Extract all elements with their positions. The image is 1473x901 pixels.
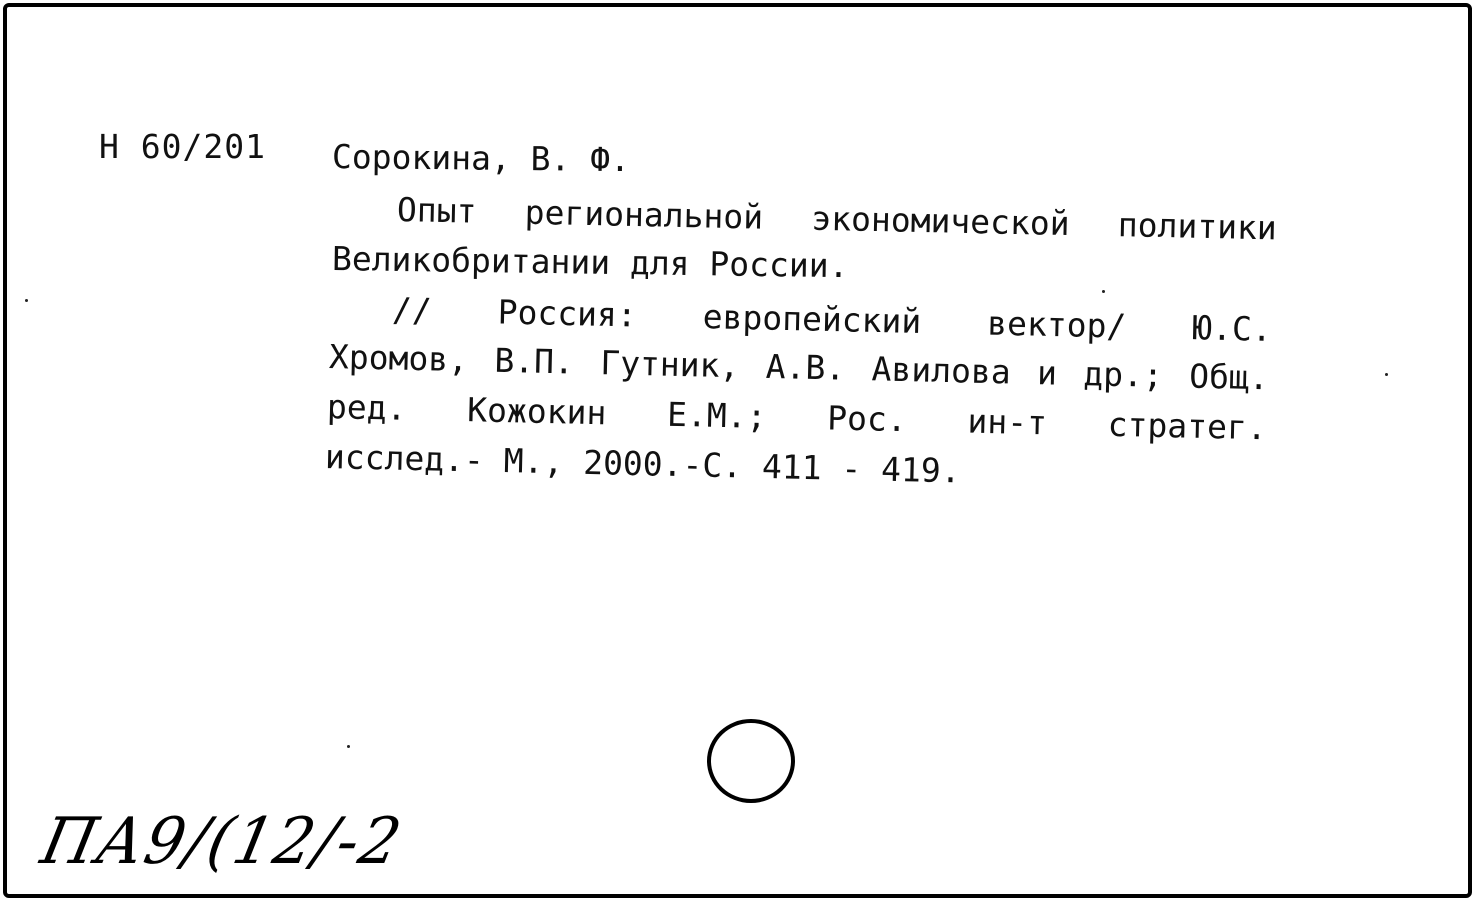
- catalog-card: [3, 3, 1472, 898]
- source-line-3: [327, 387, 1268, 447]
- title-word: Опыт: [396, 190, 477, 231]
- scan-speck: [1102, 290, 1105, 293]
- scan-speck: [1385, 373, 1388, 376]
- source-word: Е.М.;: [666, 394, 767, 436]
- source-line-1: [392, 290, 1273, 349]
- source-word: др.;: [1082, 354, 1164, 395]
- source-word: Авилова: [871, 349, 1012, 392]
- scan-speck: [347, 745, 350, 748]
- source-word: Хромов,: [328, 337, 469, 380]
- source-word: вектор/: [986, 303, 1127, 346]
- card-punch-hole: [707, 719, 795, 803]
- title-word: политики: [1117, 205, 1278, 248]
- shelf-mark: Н 60/201: [99, 127, 266, 166]
- source-word: ред.: [326, 387, 407, 428]
- source-word: Кожокин: [466, 390, 607, 433]
- source-word: Ю.С.: [1191, 308, 1273, 349]
- source-line-2: [329, 337, 1270, 397]
- source-word: ин-т: [967, 401, 1048, 443]
- source-word: стратег.: [1107, 404, 1268, 448]
- title-word: региональной: [524, 192, 764, 237]
- scan-speck: [25, 299, 28, 302]
- source-word: А.В.: [765, 346, 846, 388]
- title-line-1: [397, 190, 1278, 247]
- source-word: //: [391, 290, 433, 330]
- source-line-4: исслед.- М., 2000.-С. 411 - 419.: [324, 437, 962, 491]
- source-word: Россия:: [497, 292, 638, 335]
- author-name: Сорокина, В. Ф.: [331, 137, 631, 180]
- source-word: Рос.: [826, 398, 908, 440]
- source-word: Гутник,: [599, 343, 740, 386]
- source-word: В.П.: [494, 340, 575, 382]
- handwritten-note: ПА9/(12/-2: [35, 805, 409, 879]
- title-word: экономической: [810, 198, 1071, 244]
- source-word: Общ.: [1188, 356, 1270, 398]
- title-line-2: Великобритании для России.: [331, 239, 849, 286]
- source-word: и: [1036, 353, 1058, 393]
- source-word: европейский: [702, 297, 922, 342]
